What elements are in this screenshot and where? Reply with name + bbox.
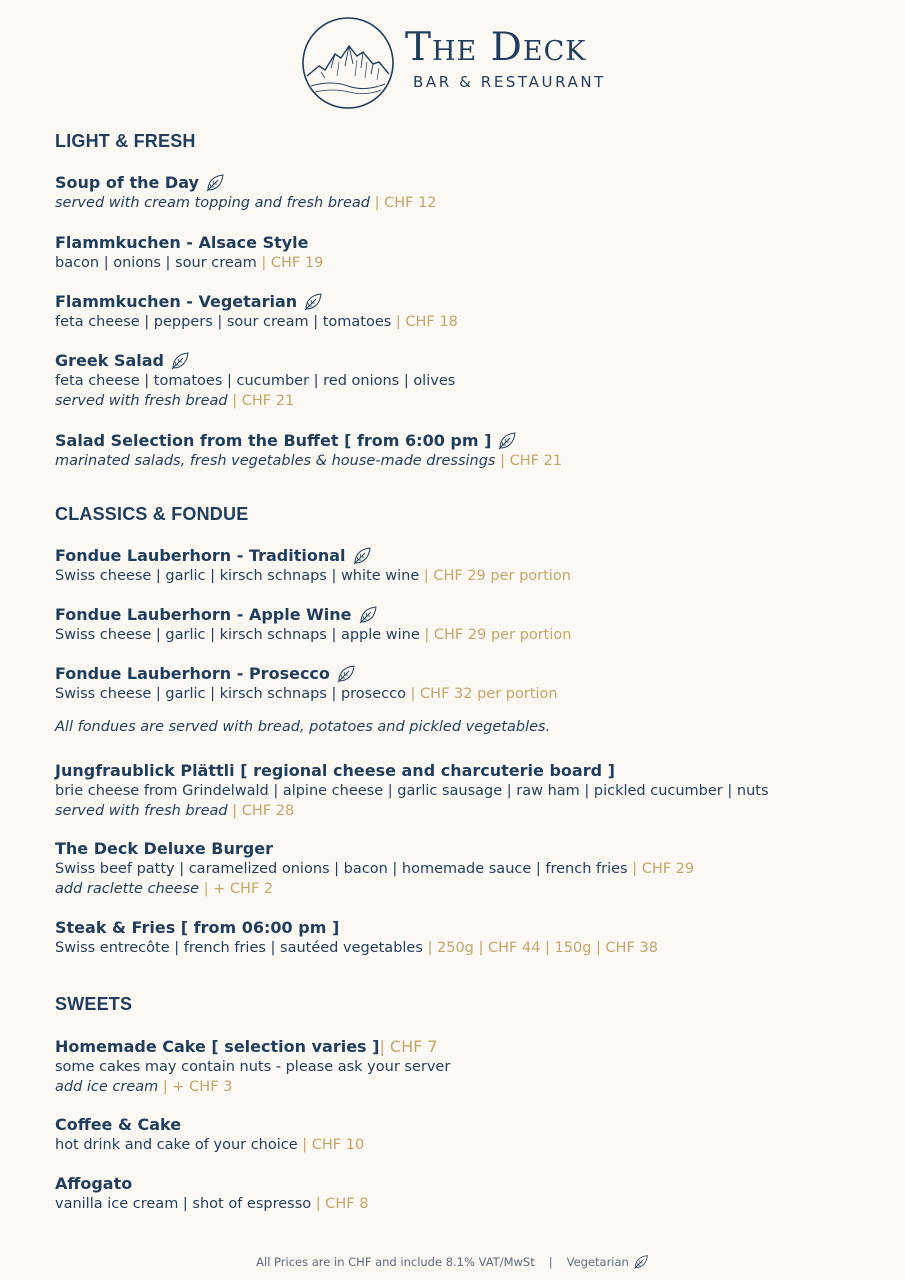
item-description: Swiss cheese | garlic | kirsch schnaps | prosecco xyxy=(55,686,406,702)
item-description: served with cream topping and fresh bread xyxy=(55,195,375,211)
item-name: Fondue Lauberhorn - Apple Wine xyxy=(55,605,352,624)
item-name: Greek Salad xyxy=(55,351,164,370)
item-name: Jungfraublick Plättli [ regional cheese and charcuterie board ] xyxy=(55,761,615,780)
footer-separator: | xyxy=(548,1255,553,1269)
item-price: | + CHF 2 xyxy=(199,881,274,897)
section-title-sweets: SWEETS xyxy=(55,994,133,1014)
item-description: Swiss cheese | garlic | kirsch schnaps | apple wine xyxy=(55,627,420,643)
item-description: brie cheese from Grindelwald | alpine cheese | garlic sausage | raw ham | pickled cucumber | nuts xyxy=(55,783,769,799)
item-price: | CHF 18 xyxy=(395,314,458,330)
item-description: add ice cream xyxy=(55,1079,159,1095)
footer xyxy=(0,1254,905,1270)
item-price: | CHF 29 per portion xyxy=(419,627,572,643)
item-description: feta cheese | tomatoes | cucumber | red onions | olives xyxy=(55,373,456,389)
menu-item xyxy=(55,546,571,586)
item-price: | CHF 32 per portion xyxy=(405,686,558,702)
item-name: Salad Selection from the Buffet [ from 6:00 pm ] xyxy=(55,431,492,450)
item-price: | CHF 28 xyxy=(232,803,295,819)
item-price: | CHF 29 per portion xyxy=(419,568,571,584)
section-title-classics-fondue: CLASSICS & FONDUE xyxy=(55,504,249,524)
item-name: Fondue Lauberhorn - Prosecco xyxy=(55,664,330,683)
item-name: Coffee & Cake xyxy=(55,1115,182,1134)
item-name: Flammkuchen - Alsace Style xyxy=(55,233,309,252)
leaf-icon xyxy=(205,173,225,193)
item-description: Swiss cheese | garlic | kirsch schnaps | white wine xyxy=(55,568,420,584)
leaf-icon xyxy=(633,1254,649,1270)
menu-item xyxy=(55,292,458,332)
menu-item xyxy=(55,233,323,273)
menu-item xyxy=(55,431,562,471)
menu-item xyxy=(55,1174,368,1214)
brand-subtitle: BAR & RESTAURANT xyxy=(413,73,606,91)
item-name: Steak & Fries [ from 06:00 pm ] xyxy=(55,918,340,937)
item-price: | CHF 10 xyxy=(297,1137,365,1153)
menu-item xyxy=(55,1037,450,1097)
fondue-note: All fondues are served with bread, potatoes and pickled vegetables. xyxy=(55,719,551,735)
item-price: | CHF 8 xyxy=(311,1196,369,1212)
item-description: served with fresh bread xyxy=(55,393,233,409)
item-name: The Deck Deluxe Burger xyxy=(55,839,273,858)
menu-item xyxy=(55,173,437,213)
leaf-icon xyxy=(497,431,517,451)
leaf-icon xyxy=(303,292,323,312)
item-price: | CHF 29 xyxy=(627,861,695,877)
section-title-light-fresh: LIGHT & FRESH xyxy=(55,131,196,151)
brand-name: The Deck xyxy=(405,25,587,70)
item-description: feta cheese | peppers | sour cream | tomatoes xyxy=(55,314,396,330)
item-description: add raclette cheese xyxy=(55,881,200,897)
mountain-emblem-icon xyxy=(301,16,395,110)
footer-vegetarian-legend: Vegetarian xyxy=(566,1255,629,1269)
item-name: Flammkuchen - Vegetarian xyxy=(55,292,298,311)
footer-prices-note: All Prices are in CHF and include 8.1% VAT/MwSt xyxy=(256,1255,535,1269)
item-description: bacon | onions | sour cream xyxy=(55,255,262,271)
item-description: served with fresh bread xyxy=(55,803,233,819)
header xyxy=(0,14,905,114)
leaf-icon xyxy=(358,605,378,625)
menu-item xyxy=(55,605,571,645)
item-price: | CHF 21 xyxy=(500,453,563,469)
item-description: Swiss entrecôte | french fries | sautéed vegetables xyxy=(55,940,423,956)
menu-item xyxy=(55,1115,364,1155)
item-description: Swiss beef patty | caramelized onions | bacon | homemade sauce | french fries xyxy=(55,861,628,877)
item-description: hot drink and cake of your choice xyxy=(55,1137,298,1153)
leaf-icon xyxy=(352,546,372,566)
item-name: Affogato xyxy=(55,1174,133,1193)
item-name: Homemade Cake [ selection varies ] xyxy=(55,1037,380,1056)
item-description: marinated salads, fresh vegetables & house-made dressings xyxy=(55,453,501,469)
item-name: Fondue Lauberhorn - Traditional xyxy=(55,546,346,565)
item-price: | CHF 7 xyxy=(379,1037,438,1056)
menu-item xyxy=(55,664,558,704)
item-description: some cakes may contain nuts - please ask your server xyxy=(55,1059,451,1075)
item-price: | 250g | CHF 44 | 150g | CHF 38 xyxy=(422,940,658,956)
item-description: vanilla ice cream | shot of espresso xyxy=(55,1196,312,1212)
leaf-icon xyxy=(170,351,190,371)
leaf-icon xyxy=(336,664,356,684)
menu-item xyxy=(55,761,769,821)
menu-item xyxy=(55,351,455,411)
item-price: | CHF 12 xyxy=(374,195,437,211)
menu-item xyxy=(55,918,658,958)
item-price: | + CHF 3 xyxy=(158,1079,233,1095)
item-name: Soup of the Day xyxy=(55,173,199,192)
item-price: | CHF 21 xyxy=(232,393,295,409)
item-price: | CHF 19 xyxy=(261,255,324,271)
menu-item xyxy=(55,839,694,899)
